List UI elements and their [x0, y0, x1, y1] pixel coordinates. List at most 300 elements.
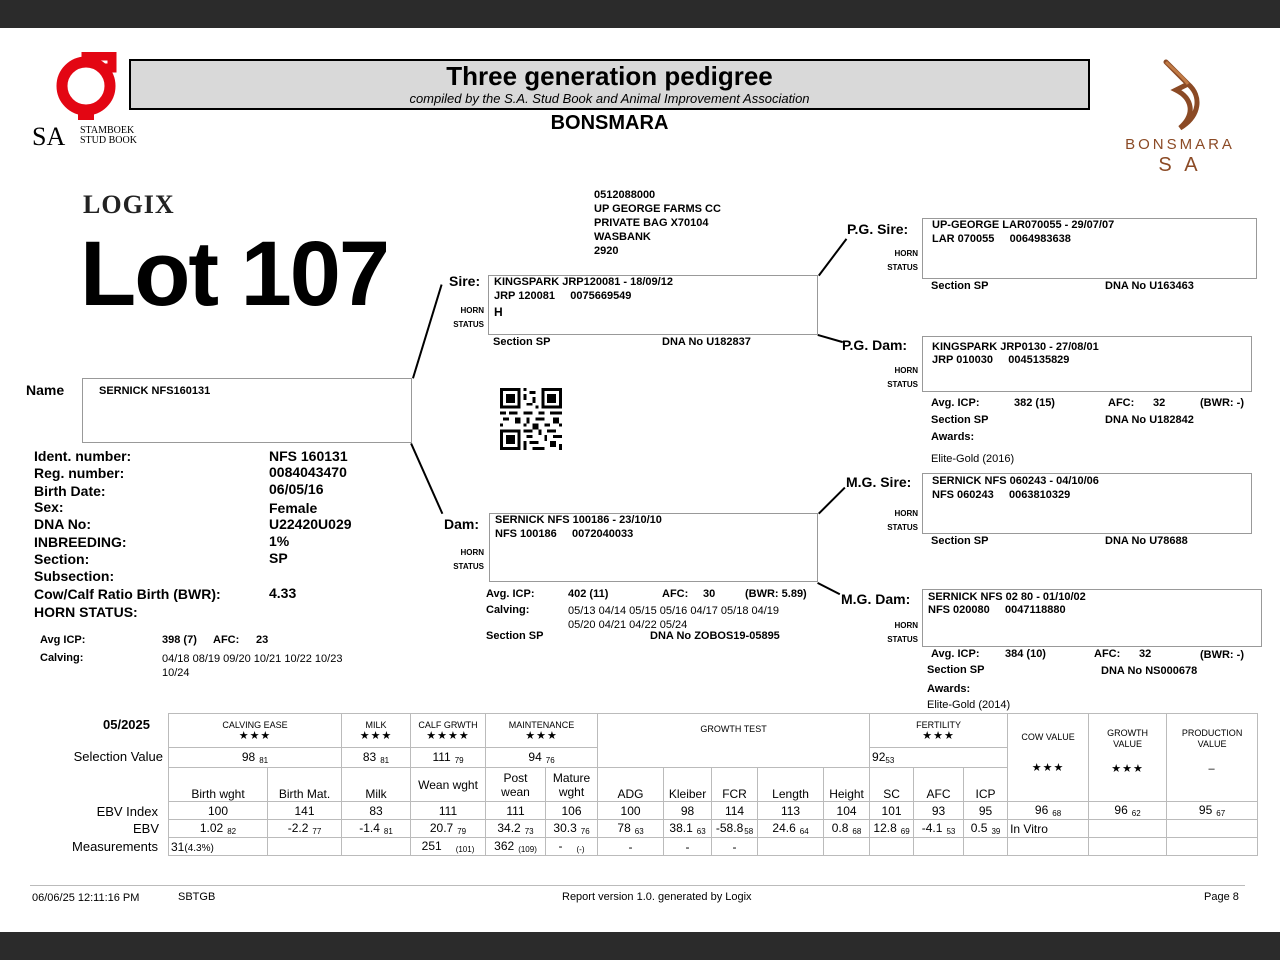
index-icp: 95 — [964, 802, 1008, 820]
group-fertility-label: FERTILITY — [916, 719, 961, 730]
meas-mature-wght-ratio: (-) — [576, 845, 585, 854]
ebv-wean-wght-acc: 79 — [457, 827, 467, 836]
ebv-icp-value: 0.5 — [970, 821, 988, 835]
ebv-post-wean — [486, 820, 546, 838]
footer-report: Report version 1.0. generated by Logix — [562, 891, 752, 903]
ebv-birth-mat-value: -2.2 — [287, 821, 309, 835]
pg-dam-dna: DNA No U182842 — [1105, 414, 1194, 426]
mg-dam-section: Section SP — [927, 664, 985, 676]
line-animal-sire — [412, 284, 442, 378]
sel-calf-growth-acc: 79 — [454, 756, 464, 765]
index-sc: 101 — [870, 802, 914, 820]
ebv-empty-production — [1167, 820, 1258, 838]
pg-dam-section: Section SP — [931, 414, 989, 426]
index-length: 113 — [758, 802, 824, 820]
ebv-adg-value: 78 — [617, 821, 631, 835]
ebv-label: EBV — [132, 821, 159, 836]
ebv-length-value: 24.6 — [772, 821, 796, 835]
ebv-kleiber — [664, 820, 712, 838]
meas-sc — [870, 838, 914, 856]
dam-avg-icp: 402 (11) — [568, 588, 609, 600]
index-kleiber: 98 — [664, 802, 712, 820]
production-value: 95 — [1198, 803, 1213, 817]
fertility-stars-icon: ★★★ — [922, 729, 955, 742]
horn-status-label: HORN STATUS: — [34, 604, 138, 620]
pg-dam-avg-icp-label: Avg. ICP: — [931, 397, 980, 409]
meas-length — [758, 838, 824, 856]
dam-calving-line2: 05/20 04/21 04/22 05/24 — [568, 619, 688, 631]
sel-calf-growth-value: 111 — [432, 750, 451, 764]
sire-label: Sire: — [449, 273, 481, 289]
cow-value-cell — [1008, 802, 1089, 820]
group-production-value-label1: PRODUCTION — [1181, 728, 1243, 738]
trait-wean-wght: Wean wght — [411, 768, 486, 802]
index-birth-wght: 100 — [169, 802, 268, 820]
index-birth-mat: 141 — [268, 802, 342, 820]
mg-dam-avg-icp-label: Avg. ICP: — [931, 648, 980, 660]
trait-kleiber: Kleiber — [664, 768, 712, 802]
meas-mature-wght — [546, 838, 598, 856]
line-animal-dam — [411, 443, 444, 514]
production-value-cell — [1167, 802, 1258, 820]
pg-dam-bwr: (BWR: -) — [1200, 397, 1244, 409]
meas-post-wean — [486, 838, 546, 856]
cow-value-stars-icon: ★★★ — [1031, 762, 1065, 774]
pg-dam-horn-label2: STATUS — [887, 380, 918, 389]
bottom-frame-bar — [0, 932, 1280, 960]
dam-box — [489, 513, 818, 582]
animal-name: SERNICK NFS160131 — [99, 385, 211, 397]
animal-calving-line2: 10/24 — [162, 667, 190, 679]
ebv-date: 05/2025 — [103, 717, 150, 732]
sel-fertility-value: 92 — [872, 750, 886, 764]
ebv-fcr-value: -58.8 — [715, 821, 744, 835]
group-milk-label: MILK — [365, 719, 387, 730]
meas-kleiber: - — [664, 838, 712, 856]
ebv-mature-wght-acc: 76 — [580, 827, 590, 836]
index-height: 104 — [824, 802, 870, 820]
group-cow-value-label: COW VALUE — [1021, 732, 1075, 742]
bwr-label: Cow/Calf Ratio Birth (BWR): — [34, 586, 221, 602]
dam-calving — [568, 604, 779, 632]
inbreeding-label: INBREEDING: — [34, 534, 127, 550]
cow-value: 96 — [1034, 803, 1049, 817]
pg-sire-section: Section SP — [931, 280, 989, 292]
mg-dam-awards-label: Awards: — [927, 683, 971, 695]
pg-dam-line2: JRP 010030 0045135829 — [932, 354, 1070, 366]
ebv-mature-wght — [546, 820, 598, 838]
trait-fcr: FCR — [712, 768, 758, 802]
index-post-wean: 111 — [486, 802, 546, 820]
trait-mature-wght: Mature wght — [546, 768, 598, 802]
ident-value: NFS 160131 — [269, 448, 348, 464]
sel-maintenance-value: 94 — [528, 750, 542, 764]
page-title: Three generation pedigree — [446, 61, 773, 91]
sel-fertility-acc: 53 — [885, 756, 895, 765]
pg-dam-awards-label: Awards: — [931, 431, 975, 443]
meas-production — [1167, 838, 1258, 856]
ebv-milk — [342, 820, 411, 838]
sire-horn-label2: STATUS — [453, 320, 484, 329]
ebv-birth-mat-acc: 77 — [312, 827, 322, 836]
ebv-fcr-acc: 58 — [744, 827, 754, 836]
mg-dam-label: M.G. Dam: — [841, 591, 911, 607]
dam-afc-label: AFC: — [662, 588, 689, 600]
sa-logo-letters: SA — [32, 122, 66, 151]
ebv-height-acc: 68 — [852, 827, 862, 836]
breed-name: BONSMARA — [550, 112, 669, 134]
ebv-afc — [914, 820, 964, 838]
ebv-sc — [870, 820, 914, 838]
bwr-value: 4.33 — [269, 585, 297, 601]
trait-birth-wght: Birth wght — [169, 768, 268, 802]
section-value: SP — [269, 550, 288, 566]
group-maintenance — [486, 714, 598, 748]
sire-section: Section SP — [493, 336, 551, 348]
sire-line2: JRP 120081 0075669549 — [494, 290, 632, 302]
mg-sire-section: Section SP — [931, 535, 989, 547]
ebv-wean-wght-value: 20.7 — [429, 821, 454, 835]
meas-height — [824, 838, 870, 856]
index-milk: 83 — [342, 802, 411, 820]
index-wean-wght: 111 — [411, 802, 486, 820]
footer-code: SBTGB — [178, 891, 216, 903]
group-growth-value-label1: GROWTH — [1107, 728, 1149, 738]
sel-calving-ease-value: 98 — [241, 750, 256, 764]
mg-sire-horn-label1: HORN — [894, 509, 918, 518]
animal-afc: 23 — [256, 634, 269, 646]
meas-wean-wght — [411, 838, 486, 856]
ebv-row — [169, 820, 1258, 838]
mg-dam-afc-label: AFC: — [1094, 648, 1121, 660]
pg-sire-box — [922, 218, 1257, 279]
subsection-label: Subsection: — [34, 568, 115, 584]
ebv-milk-value: -1.4 — [359, 821, 380, 835]
group-calving-ease-label: CALVING EASE — [222, 719, 288, 730]
production-value-dash: – — [1208, 763, 1216, 775]
qr-code-icon — [500, 388, 562, 450]
trait-height: Height — [824, 768, 870, 802]
ebv-birth-wght — [169, 820, 268, 838]
mg-dam-line2: NFS 020080 0047118880 — [928, 604, 1066, 616]
meas-icp — [964, 838, 1008, 856]
meas-wean-wght-value: 251 — [421, 839, 442, 853]
line-dam-mgdam — [817, 582, 840, 595]
sire-horn-status-label — [444, 304, 484, 332]
ebv-kleiber-value: 38.1 — [669, 821, 693, 835]
group-cow-value — [1008, 714, 1089, 802]
ebv-afc-value: -4.1 — [921, 821, 943, 835]
trait-sc: SC — [870, 768, 914, 802]
mg-dam-bwr: (BWR: -) — [1200, 649, 1244, 661]
group-growth-value-label2: VALUE — [1113, 739, 1142, 749]
birthdate-value: 06/05/16 — [269, 481, 324, 497]
ebv-birth-mat — [268, 820, 342, 838]
title-box — [129, 59, 1090, 110]
sa-logo-line1: STAMBOEK — [80, 125, 135, 136]
reg-label: Reg. number: — [34, 465, 125, 481]
dam-horn-label1: HORN — [460, 548, 484, 557]
dam-label: Dam: — [444, 516, 480, 532]
mg-sire-line1: SERNICK NFS 060243 - 04/10/06 — [932, 475, 1099, 487]
meas-birth-wght-pct: (4.3%) — [184, 842, 214, 854]
growth-value-cell — [1089, 802, 1167, 820]
pg-sire-line1: UP-GEORGE LAR070055 - 29/07/07 — [932, 219, 1115, 231]
inbreeding-value: 1% — [269, 533, 290, 549]
bonsmara-logo — [1100, 52, 1260, 182]
footer-divider — [30, 885, 1245, 886]
mg-sire-line2: NFS 060243 0063810329 — [932, 489, 1071, 501]
maintenance-stars-icon: ★★★ — [525, 729, 558, 742]
pg-dam-horn-label1: HORN — [894, 366, 918, 375]
sel-calving-ease — [169, 748, 342, 768]
ebv-mature-wght-value: 30.3 — [553, 821, 577, 835]
pg-sire-horn-label2: STATUS — [887, 263, 918, 272]
ebv-afc-acc: 53 — [946, 827, 956, 836]
ebv-empty-growth — [1089, 820, 1167, 838]
meas-post-wean-ratio: (109) — [518, 845, 537, 854]
pg-sire-dna: DNA No U163463 — [1105, 280, 1194, 292]
meas-birth-mat — [268, 838, 342, 856]
trait-post-wean: Post wean — [486, 768, 546, 802]
group-fertility — [870, 714, 1008, 748]
ebv-kleiber-acc: 63 — [696, 827, 706, 836]
ebv-length — [758, 820, 824, 838]
breeder-code: 2920 — [594, 245, 619, 257]
group-growth-test: GROWTH TEST — [598, 714, 870, 768]
sel-fertility — [870, 748, 1008, 768]
group-calving-ease — [169, 714, 342, 748]
group-maintenance-label: MAINTENANCE — [508, 719, 575, 730]
pg-sire-horn-status-label — [878, 247, 918, 275]
meas-birth-wght-value: 31 — [171, 839, 185, 854]
dam-afc: 30 — [703, 588, 716, 600]
ebv-fcr — [712, 820, 758, 838]
dam-dna: DNA No ZOBOS19-05895 — [650, 630, 780, 642]
sa-logo-line2: STUD BOOK — [80, 135, 137, 146]
dam-line2: NFS 100186 0072040033 — [495, 528, 634, 540]
line-sire-pgsire — [818, 238, 847, 276]
mg-sire-horn-label2: STATUS — [887, 523, 918, 532]
ident-label: Ident. number: — [34, 448, 132, 464]
dam-calving-line1: 05/13 04/14 05/15 05/16 04/17 05/18 04/19 — [568, 605, 780, 617]
bonsmara-logo-sa: S A — [1158, 154, 1202, 176]
dna-value: U22420U029 — [269, 516, 352, 532]
sel-calving-ease-acc: 81 — [259, 756, 269, 765]
ebv-height-value: 0.8 — [831, 821, 849, 835]
dam-avg-icp-label: Avg. ICP: — [486, 588, 535, 600]
ebv-group-row — [169, 714, 1258, 748]
breeder-name: UP GEORGE FARMS CC — [594, 203, 721, 215]
group-growth-value — [1089, 714, 1167, 802]
selection-value-label: Selection Value — [73, 749, 163, 764]
sel-milk — [342, 748, 411, 768]
line-dam-mgsire — [818, 487, 845, 514]
meas-milk — [342, 838, 411, 856]
ebv-adg-acc: 63 — [634, 827, 644, 836]
ebv-milk-acc: 81 — [383, 827, 393, 836]
pg-sire-line2: LAR 070055 0064983638 — [932, 233, 1071, 245]
breeder-postal: PRIVATE BAG X70104 — [594, 217, 709, 229]
sel-milk-acc: 81 — [380, 756, 390, 765]
dam-calving-label: Calving: — [486, 604, 530, 616]
sire-dna: DNA No U182837 — [662, 336, 751, 348]
birthdate-label: Birth Date: — [34, 483, 106, 499]
dam-horn-status-label — [444, 546, 484, 574]
index-adg: 100 — [598, 802, 664, 820]
mg-dam-avg-icp: 384 (10) — [1005, 648, 1046, 660]
line-sire-pgdam — [818, 334, 843, 343]
mg-dam-dna: DNA No NS000678 — [1101, 665, 1198, 677]
meas-afc — [914, 838, 964, 856]
sire-horn-label1: HORN — [460, 306, 484, 315]
sire-line1: KINGSPARK JRP120081 - 18/09/12 — [494, 276, 673, 288]
ebv-post-wean-value: 34.2 — [497, 821, 521, 835]
measurements-row — [169, 838, 1258, 856]
top-frame-bar — [0, 0, 1280, 28]
trait-afc: AFC — [914, 768, 964, 802]
pg-dam-afc-label: AFC: — [1108, 397, 1135, 409]
mg-sire-horn-status-label — [878, 507, 918, 535]
animal-avg-icp: 398 (7) — [162, 634, 197, 646]
animal-name-box — [82, 378, 412, 443]
animal-afc-label: AFC: — [213, 634, 240, 646]
animal-calving-label: Calving: — [40, 652, 84, 664]
pg-sire-horn-label1: HORN — [894, 249, 918, 258]
animal-calving-line1: 04/18 08/19 09/20 10/21 10/22 10/23 — [162, 653, 343, 665]
production-value-acc: 67 — [1216, 809, 1226, 818]
mg-dam-horn-label2: STATUS — [887, 635, 918, 644]
meas-growth — [1089, 838, 1167, 856]
breeder-address — [594, 188, 721, 258]
trait-milk: Milk — [342, 768, 411, 802]
ebv-table — [168, 713, 1258, 856]
mg-dam-awards: Elite-Gold (2014) — [927, 699, 1011, 711]
trait-birth-mat: Birth Mat. — [268, 768, 342, 802]
ebv-post-wean-acc: 73 — [524, 827, 534, 836]
footer-timestamp: 06/06/25 12:11:16 PM — [32, 892, 140, 904]
reg-value: 0084043470 — [269, 464, 347, 480]
dam-bwr: (BWR: 5.89) — [745, 588, 807, 600]
sire-horn: H — [494, 305, 503, 319]
sire-box — [488, 275, 818, 335]
sex-label: Sex: — [34, 499, 64, 515]
meas-wean-wght-ratio: (101) — [455, 845, 475, 854]
meas-cow — [1008, 838, 1089, 856]
milk-stars-icon: ★★★ — [359, 729, 393, 742]
meas-adg: - — [598, 838, 664, 856]
ebv-birth-wght-value: 1.02 — [199, 821, 224, 835]
group-calf-growth-label: CALF GRWTH — [418, 719, 478, 730]
lot-number: Lot 107 — [80, 223, 389, 325]
pg-dam-box — [922, 336, 1252, 392]
calf-growth-stars-icon: ★★★★ — [426, 729, 470, 742]
mg-dam-afc: 32 — [1139, 648, 1152, 660]
breeder-town: WASBANK — [594, 231, 651, 243]
animal-name-label: Name — [26, 382, 65, 398]
meas-fcr: - — [712, 838, 758, 856]
ebv-adg — [598, 820, 664, 838]
sel-milk-value: 83 — [362, 750, 377, 764]
trait-length: Length — [758, 768, 824, 802]
growth-value-stars-icon: ★★★ — [1111, 763, 1144, 775]
mg-sire-box — [922, 473, 1252, 534]
pg-dam-afc: 32 — [1153, 397, 1166, 409]
mg-dam-horn-label1: HORN — [894, 621, 918, 630]
logix-logo: LOGIX — [83, 190, 175, 219]
in-vitro: In Vitro — [1008, 820, 1089, 838]
pg-sire-label: P.G. Sire: — [847, 221, 909, 237]
measurements-label: Measurements — [72, 839, 158, 854]
group-production-value-label2: VALUE — [1197, 739, 1227, 749]
mg-sire-dna: DNA No U78688 — [1105, 535, 1188, 547]
ebv-icp — [964, 820, 1008, 838]
dam-section: Section SP — [486, 630, 544, 642]
dam-line1: SERNICK NFS 100186 - 23/10/10 — [495, 514, 662, 526]
dna-label: DNA No: — [34, 516, 92, 532]
growth-value-acc: 62 — [1131, 809, 1141, 818]
pg-dam-awards: Elite-Gold (2016) — [931, 453, 1015, 465]
footer-page: Page 8 — [1204, 891, 1239, 903]
sel-maintenance-acc: 76 — [545, 756, 555, 765]
group-calf-growth — [411, 714, 486, 748]
mg-dam-horn-status-label — [878, 619, 918, 647]
mg-dam-box — [922, 589, 1262, 647]
animal-avg-icp-label: Avg ICP: — [40, 634, 86, 646]
section-label: Section: — [34, 551, 90, 567]
ebv-wean-wght — [411, 820, 486, 838]
index-mature-wght: 106 — [546, 802, 598, 820]
trait-adg: ADG — [598, 768, 664, 802]
sel-maintenance — [486, 748, 598, 768]
pg-dam-horn-status-label — [878, 364, 918, 392]
pg-dam-avg-icp: 382 (15) — [1014, 397, 1055, 409]
dam-horn-label2: STATUS — [453, 562, 484, 571]
ebv-icp-acc: 39 — [991, 827, 1001, 836]
sel-calf-growth — [411, 748, 486, 768]
ebv-index-label: EBV Index — [96, 804, 158, 819]
ebv-sc-acc: 69 — [900, 827, 910, 836]
ebv-index-row — [169, 802, 1258, 820]
mg-dam-line1: SERNICK NFS 02 80 - 01/10/02 — [928, 591, 1086, 603]
meas-post-wean-value: 362 — [494, 839, 515, 853]
bonsmara-logo-word: BONSMARA — [1125, 136, 1235, 153]
sa-emblem-icon — [48, 52, 128, 120]
trait-icp: ICP — [964, 768, 1008, 802]
cow-value-acc: 68 — [1052, 809, 1062, 818]
index-afc: 93 — [914, 802, 964, 820]
bonsmara-emblem-icon — [1152, 56, 1212, 136]
ebv-length-acc: 64 — [799, 827, 809, 836]
ebv-birth-wght-acc: 82 — [227, 827, 237, 836]
animal-calving — [162, 652, 342, 680]
calving-ease-stars-icon: ★★★ — [238, 729, 272, 742]
mg-sire-label: M.G. Sire: — [846, 474, 912, 490]
pg-dam-label: P.G. Dam: — [842, 337, 908, 353]
sex-value: Female — [269, 500, 318, 516]
breeder-phone: 0512088000 — [594, 189, 656, 201]
ebv-sc-value: 12.8 — [873, 821, 897, 835]
group-milk — [342, 714, 411, 748]
group-production-value — [1167, 714, 1258, 802]
meas-mature-wght-value: - — [558, 839, 563, 853]
pg-dam-line1: KINGSPARK JRP0130 - 27/08/01 — [932, 341, 1099, 353]
growth-value: 96 — [1114, 803, 1128, 817]
meas-birth-wght — [169, 838, 268, 856]
index-fcr: 114 — [712, 802, 758, 820]
page-subtitle: compiled by the S.A. Stud Book and Animal Improvement Association — [409, 91, 810, 106]
ebv-height — [824, 820, 870, 838]
